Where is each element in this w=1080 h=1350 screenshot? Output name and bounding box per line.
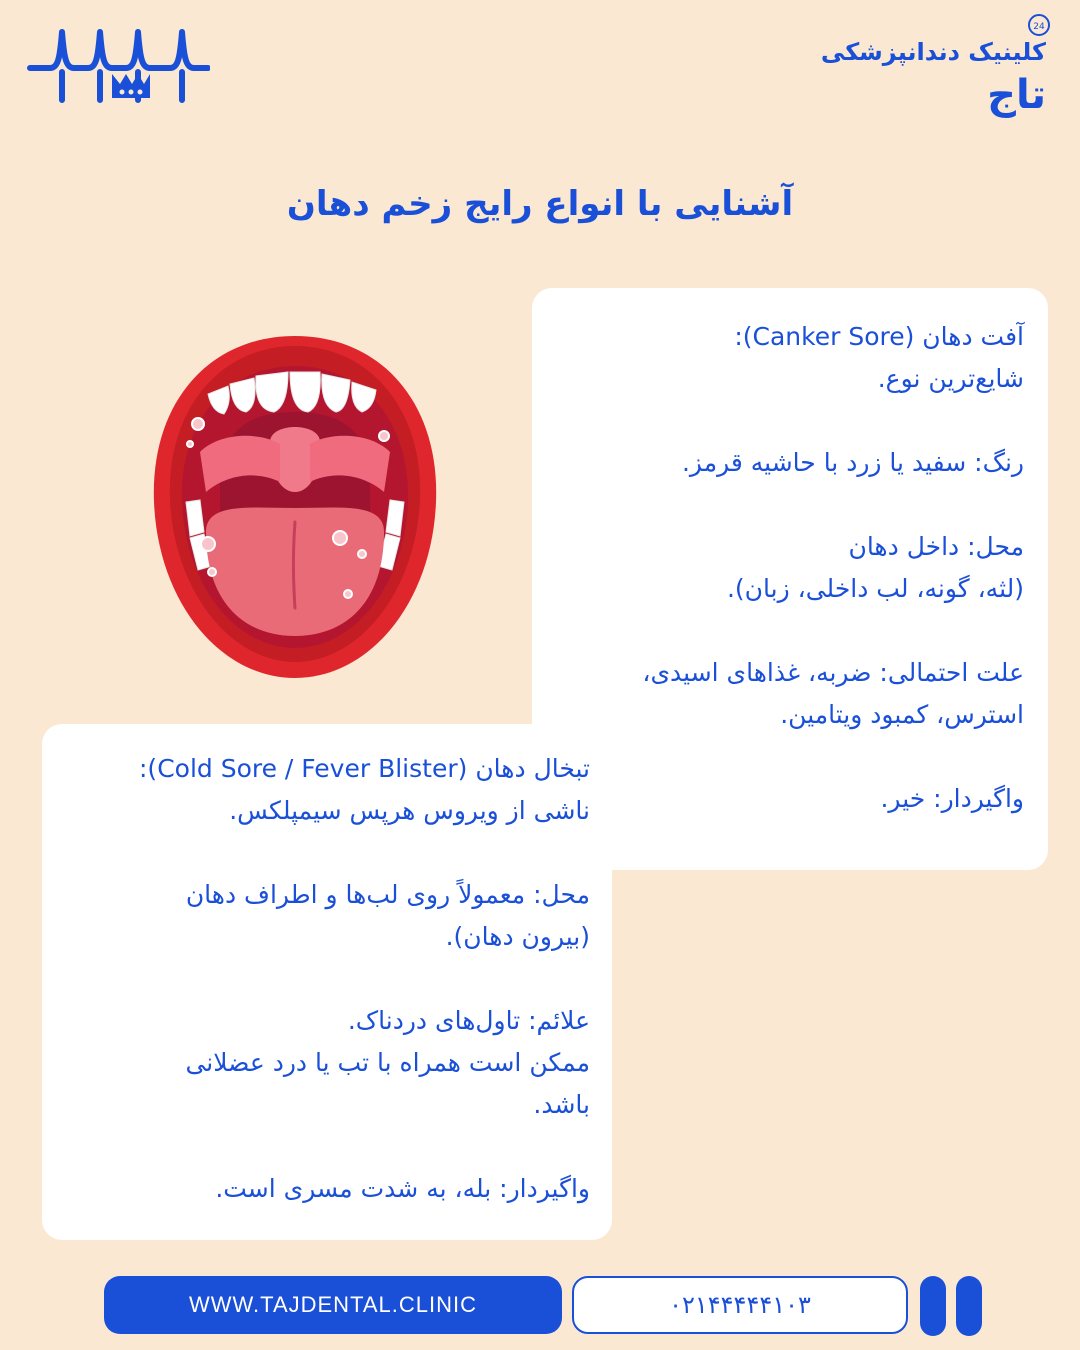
card1-line: علت احتمالی: ضربه، غذاهای اسیدی، (642, 658, 1024, 687)
decorative-bar (956, 1276, 982, 1336)
page-title: آشنایی با انواع رایج زخم دهان (286, 184, 794, 224)
card2-line: تبخال دهان (Cold Sore / Fever Blister): (139, 754, 590, 783)
clinic-brand (816, 14, 1046, 118)
card2-line: (بیرون دهان). (445, 922, 590, 951)
card1-line: محل: داخل دهان (848, 532, 1024, 561)
card2-line: باشد. (533, 1090, 590, 1119)
card1-line: آفت دهان (Canker Sore): (734, 322, 1024, 351)
phone-number[interactable]: ۰۲۱۴۴۴۴۴۱۰۳ (572, 1276, 908, 1334)
teeth-crown-logo-icon (26, 28, 210, 104)
clock-24-icon: 24 (1028, 14, 1050, 36)
card2-line: ممکن است همراه با تب یا درد عضلانی (185, 1048, 590, 1077)
card1-line: شایع‌ترین نوع. (877, 364, 1024, 393)
card2-line: ناشی از ویروس هرپس سیمپلکس. (229, 796, 590, 825)
card1-line: (لثه، گونه، لب داخلی، زبان). (726, 574, 1024, 603)
card1-line: واگیردار: خیر. (880, 784, 1024, 813)
card1-line: استرس، کمبود ویتامین. (780, 700, 1024, 729)
card2-line: واگیردار: بله، به شدت مسری است. (215, 1174, 590, 1203)
open-mouth-illustration (150, 332, 440, 682)
decorative-bar (920, 1276, 946, 1336)
card2-line: علائم: تاول‌های دردناک. (347, 1006, 590, 1035)
card2-line: محل: معمولاً روی لب‌ها و اطراف دهان (185, 880, 590, 909)
card1-line: رنگ: سفید یا زرد با حاشیه قرمز. (681, 448, 1024, 477)
clinic-name-line2: تاج (987, 72, 1046, 118)
clinic-name-line1: کلینیک دندانپزشکی (820, 38, 1046, 66)
website-link[interactable]: WWW.TAJDENTAL.CLINIC (104, 1276, 562, 1334)
cold-sore-card (42, 724, 612, 1240)
